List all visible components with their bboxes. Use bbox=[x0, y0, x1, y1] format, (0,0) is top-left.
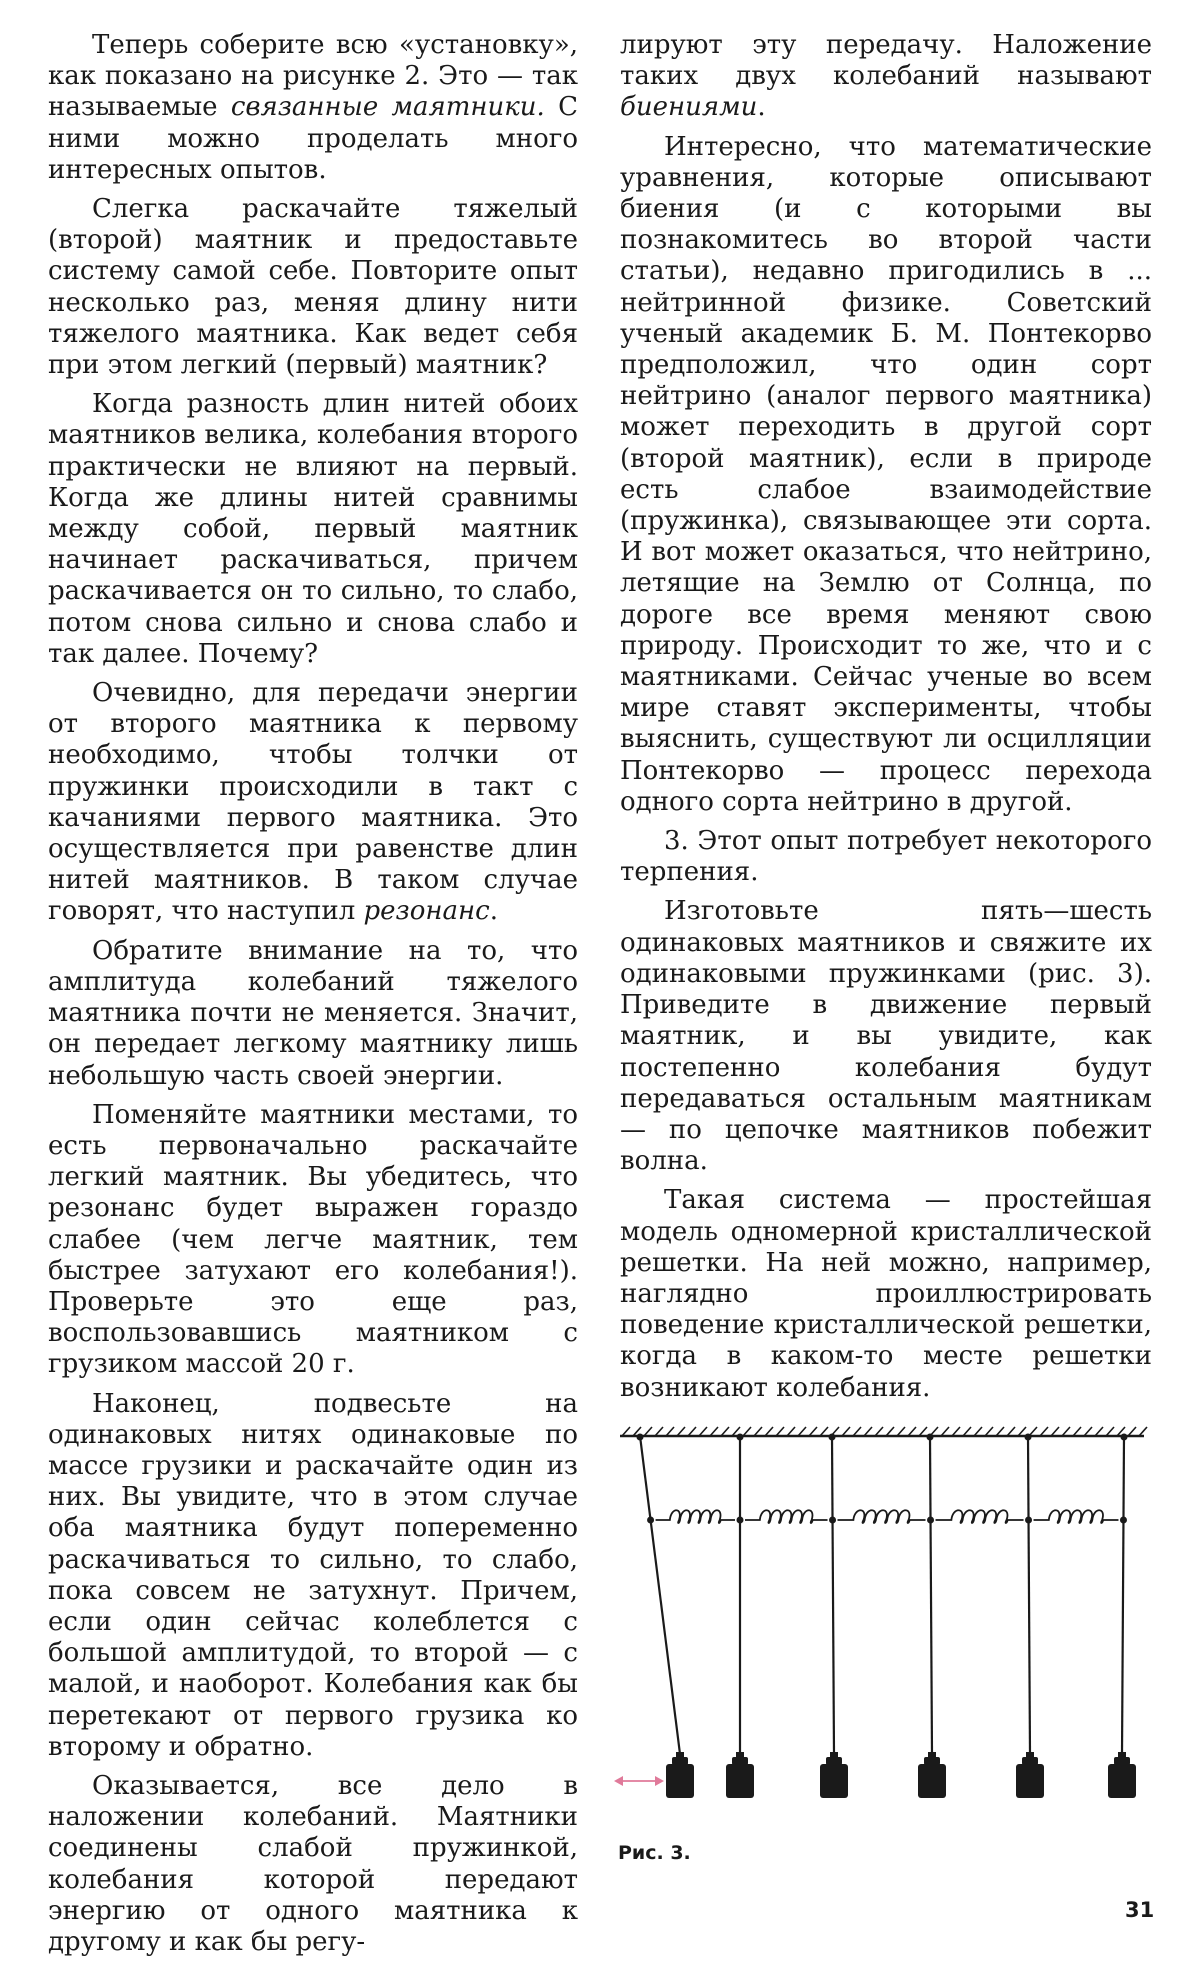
motion-arrow-right-head bbox=[655, 1776, 664, 1786]
paragraph-p4: Очевидно, для передачи энергии от второго маятника к первому необходимо, чтобы толчки от пружинки происходили в такт с качаниями первого маятника. Это осуществляется при равенстве длин нитей маятников. В таком случае говорят, что наступил резонанс. bbox=[48, 678, 578, 927]
coupling-spring bbox=[838, 1510, 926, 1523]
right-column bbox=[620, 30, 1152, 1412]
paragraph-p10: Интересно, что математические уравнения, которые описывают биения (и с которыми вы познакомитесь во второй части статьи), недавно пригодились в ... нейтринной физике. Советский ученый академик Б. М. Понтекорво предположил, что один сорт нейтрино (аналог первого маятника) может переходить в другой сорт (второй маятник), если в природе есть слабое взаимодействие (пружинка), связывающее эти сорта. И вот может оказаться, что нейтрино, летящие на Землю от Солнца, по дороге все время меняют свою природу. Происходит то же, что и с маятниками. Сейчас ученые во всем мире ставят эксперименты, чтобы выяснить, существуют ли осцилляции Понтекорво — процесс перехода одного сорта нейтрино в другой. bbox=[620, 131, 1152, 817]
pendulum-thread bbox=[930, 1436, 932, 1754]
spring-joint bbox=[647, 1517, 654, 1524]
paragraph-p9: лируют эту передачу. Наложение таких двух колебаний называют биениями. bbox=[620, 30, 1152, 123]
thread-anchor bbox=[737, 1434, 744, 1441]
paragraph-p6: Поменяйте маятники местами, то есть первоначально раскачайте легкий маятник. Вы убедитесь, что резонанс будет выражен гораздо слабее (чем легче маятник, тем быстрее затухают его колебания!). Проверьте это еще раз, воспользовавшись маятником с грузиком массой 20 г. bbox=[48, 1099, 578, 1380]
paragraph-p11: 3. Этот опыт потребует некоторого терпения. bbox=[620, 826, 1152, 888]
pendulum-thread bbox=[1122, 1436, 1124, 1754]
left-column bbox=[48, 30, 578, 1966]
coupling-spring bbox=[936, 1510, 1024, 1523]
paragraph-p5: Обратите внимание на то, что амплитуда колебаний тяжелого маятника почти не меняется. Значит, он передает легкому маятнику лишь небольшую часть своей энергии. bbox=[48, 935, 578, 1091]
paragraph-p7: Наконец, подвесьте на одинаковых нитях одинаковые по массе грузики и раскачайте один из них. Вы увидите, что в этом случае оба маятника будут попеременно раскачиваться то сильно, то слабо, пока совсем не затухнут. Причем, если один сейчас колеблется с большой амплитудой, то второй — с малой, и наоборот. Колебания как бы перетекают от первого грузика ко второму и обратно. bbox=[48, 1388, 578, 1762]
spring-joint bbox=[829, 1517, 836, 1524]
spring-joint bbox=[927, 1517, 934, 1524]
pendulum-weight bbox=[820, 1752, 848, 1798]
pendulum-weight bbox=[726, 1752, 754, 1798]
emphasized-term: биениями bbox=[620, 92, 758, 123]
paragraph-p2: Слегка раскачайте тяжелый (второй) маятник и предоставьте систему самой себе. Повторите опыт несколько раз, меняя длину нити тяжелого маятника. Как ведет себя при этом легкий (первый) маятник? bbox=[48, 194, 578, 381]
coupling-spring bbox=[656, 1510, 735, 1523]
coupling-spring bbox=[1034, 1510, 1119, 1523]
paragraph-p8: Оказывается, все дело в наложении колебаний. Маятники соединены слабой пружинкой, колебания которой передают энергию от одного маятника к другому и как бы регу- bbox=[48, 1770, 578, 1957]
emphasized-term: резонанс bbox=[363, 896, 490, 927]
pendulum-thread bbox=[832, 1436, 834, 1754]
figure-coupled-pendulums bbox=[612, 1420, 1152, 1840]
thread-anchor bbox=[637, 1434, 644, 1441]
thread-anchor bbox=[829, 1434, 836, 1441]
pendulum-chain-diagram bbox=[612, 1420, 1152, 1840]
motion-arrow-left-head bbox=[614, 1776, 623, 1786]
thread-anchor bbox=[927, 1434, 934, 1441]
figure-caption: Рис. 3. bbox=[618, 1842, 691, 1864]
pendulum-weight bbox=[666, 1752, 694, 1798]
page-number: 31 bbox=[1125, 1898, 1155, 1922]
pendulum-weight bbox=[1108, 1752, 1136, 1798]
thread-anchor bbox=[1121, 1434, 1128, 1441]
spring-joint bbox=[737, 1517, 744, 1524]
emphasized-term: связанные маятники. bbox=[230, 92, 545, 123]
spring-joint bbox=[1025, 1517, 1032, 1524]
paragraph-p1: Теперь соберите всю «установку», как показано на рисунке 2. Это — так называемые связанные маятники. С ними можно проделать много интересных опытов. bbox=[48, 30, 578, 185]
thread-anchor bbox=[1025, 1434, 1032, 1441]
paragraph-p3: Когда разность длин нитей обоих маятников велика, колебания второго практически не влияют на первый. Когда же длины нитей сравнимы между собой, первый маятник начинает раскачиваться, причем раскачивается он то сильно, то слабо, потом снова сильно и снова слабо и так далее. Почему? bbox=[48, 389, 578, 669]
spring-joint bbox=[1120, 1517, 1127, 1524]
paragraph-p13: Такая система — простейшая модель одномерной кристаллической решетки. На ней можно, например, наглядно проиллюстрировать поведение кристаллической решетки, когда в каком-то месте решетки возникают колебания. bbox=[620, 1185, 1152, 1403]
ceiling-hatching bbox=[622, 1427, 1147, 1436]
pendulum-weight bbox=[1016, 1752, 1044, 1798]
pendulum-thread bbox=[640, 1436, 680, 1754]
coupling-spring bbox=[745, 1510, 828, 1523]
paragraph-p12: Изготовьте пять—шесть одинаковых маятников и свяжите их одинаковыми пружинками (рис. 3). Приведите в движение первый маятник, и вы увидите, как постепенно колебания будут передаваться остальным маятникам — по цепочке маятников побежит волна. bbox=[620, 896, 1152, 1177]
pendulum-thread bbox=[1028, 1436, 1030, 1754]
pendulum-weight bbox=[918, 1752, 946, 1798]
